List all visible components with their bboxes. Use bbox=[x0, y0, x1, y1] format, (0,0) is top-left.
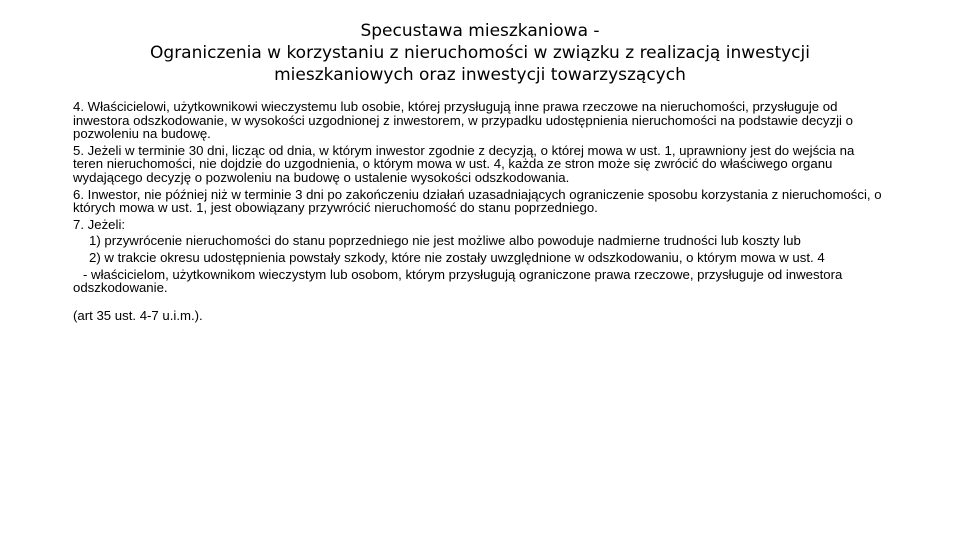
slide-title bbox=[60, 20, 900, 86]
paragraph-4: 4. Właścicielowi, użytkownikowi wieczystemu lub osobie, której przysługują inne prawa rzeczowe na nieruchomości, przysługuje od inwestora odszkodowanie, w wysokości uzgodnionej z inwestorem, w przypadku udostępnienia nieruchomości na podstawie decyzji o pozwoleniu na budowę. bbox=[73, 99, 853, 142]
title-line-1: Specustawa mieszkaniowa - bbox=[360, 21, 600, 41]
paragraph-7-conclusion: - właścicielom, użytkownikom wieczystym lub osobom, którym przysługują ograniczone prawa rzeczowe, przysługuje od inwestora odszkodowanie. bbox=[73, 266, 843, 296]
paragraph-6: 6. Inwestor, nie później niż w terminie 3 dni po zakończeniu działań uzasadniających ograniczenie sposobu korzystania z nieruchomości, o których mowa w ust. 1, jest obowiązany przywrócić nieruchomość do stanu poprzedniego. bbox=[73, 186, 882, 216]
legal-reference: (art 35 ust. 4-7 u.i.m.). bbox=[73, 307, 203, 323]
title-line-3: mieszkaniowych oraz inwestycji towarzyszących bbox=[274, 65, 686, 85]
paragraph-7-item-2: 2) w trakcie okresu udostępnienia powstały szkody, które nie zostały uwzględnione w odszkodowaniu, o którym mowa w ust. 4 bbox=[89, 249, 825, 265]
slide-body bbox=[73, 100, 888, 325]
paragraph-7-item-1: 1) przywrócenie nieruchomości do stanu poprzedniego nie jest możliwe albo powoduje nadmierne trudności lub koszty lub bbox=[89, 233, 801, 249]
paragraph-5: 5. Jeżeli w terminie 30 dni, licząc od dnia, w którym inwestor zgodnie z decyzją, o której mowa w ust. 1, uprawniony jest do wejścia na teren nieruchomości, nie dojdzie do uzgodnienia, o którym mowa w ust. 4, każda ze stron może się zwrócić do właściwego organu wydającego decyzję o pozwoleniu na budowę o ustalenie wysokości odszkodowania. bbox=[73, 142, 855, 185]
title-line-2: Ograniczenia w korzystaniu z nieruchomości w związku z realizacją inwestycji bbox=[150, 43, 810, 63]
paragraph-7: 7. Jeżeli: bbox=[73, 216, 126, 232]
